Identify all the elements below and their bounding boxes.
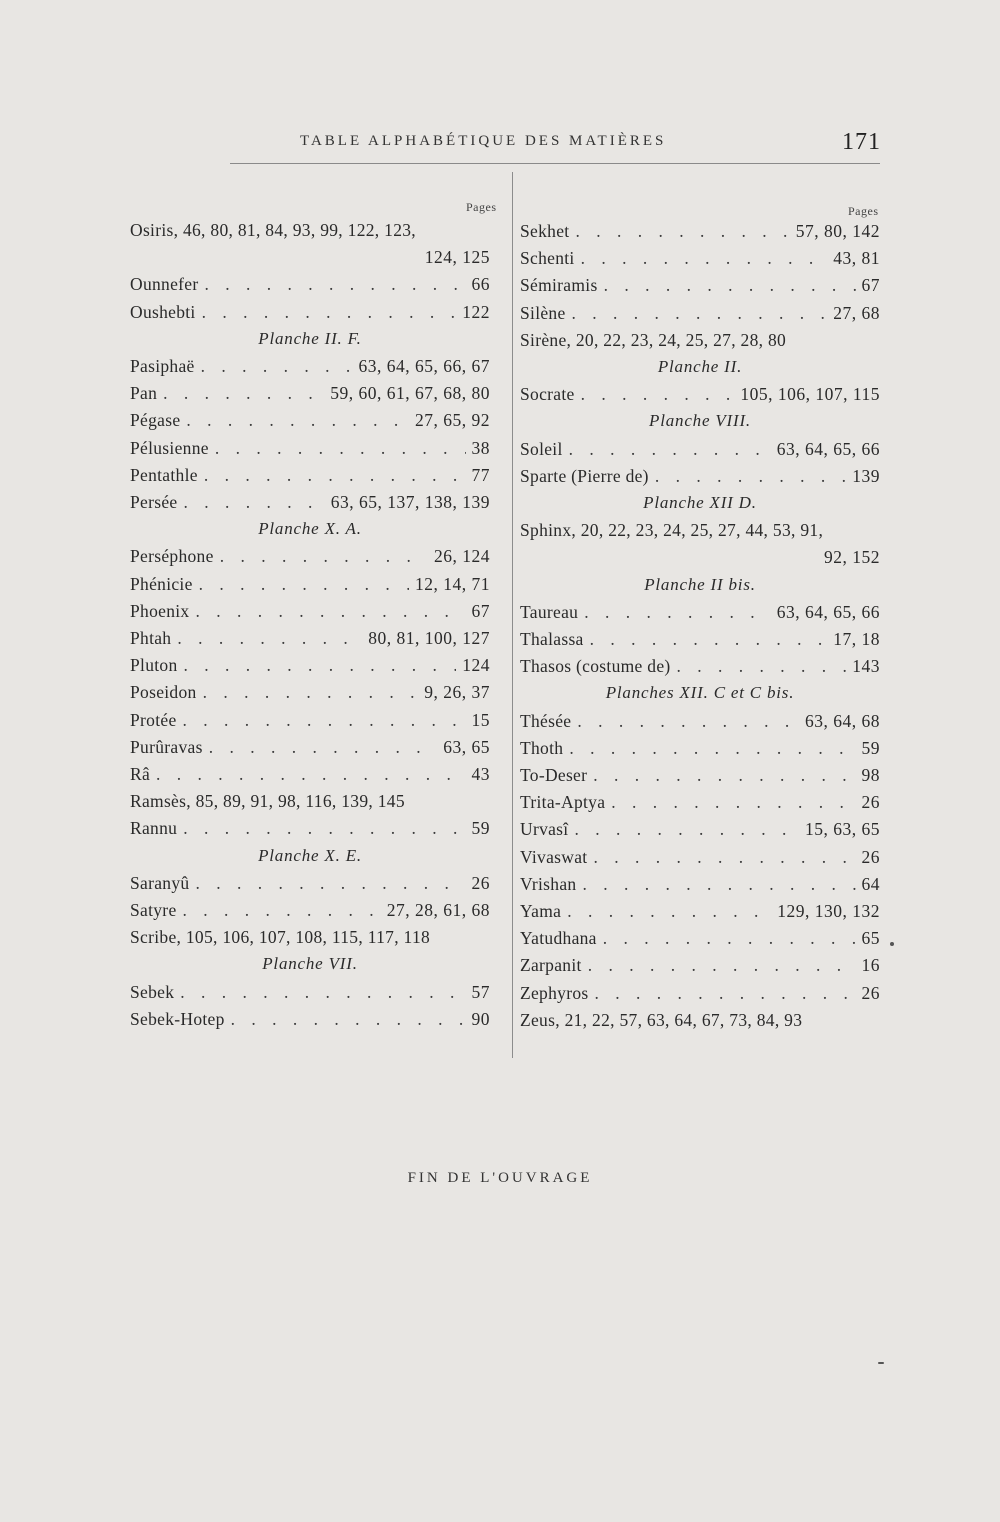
entry-pages: 38 [471, 437, 490, 458]
index-entry [520, 625, 880, 653]
index-entry [520, 870, 880, 898]
entry-term: Soleil [520, 438, 563, 459]
entry-term: Satyre [130, 900, 177, 920]
entry-term: Oushebti [130, 301, 196, 322]
entry-pages: 63, 64, 68 [805, 710, 880, 731]
entry-pages: 67 [861, 275, 880, 296]
entry-term: Scribe, 105, 106, 107, 108, 115, 117, 118 [130, 927, 431, 948]
index-entry [520, 924, 880, 952]
entry-pages: 12, 14, 71 [415, 573, 490, 594]
index-entry [130, 570, 490, 598]
entry-pages: 122 [462, 301, 490, 322]
entry-term: Pégase [130, 410, 181, 431]
entry-pages: 139 [852, 465, 880, 486]
entry-term: Pentathle [130, 464, 198, 485]
entry-pages: 67 [471, 600, 490, 621]
index-entry [520, 380, 880, 408]
index-entry [130, 298, 490, 326]
index-entry [130, 869, 490, 897]
entry-term: Saranyû [130, 872, 190, 893]
dot-leader [209, 733, 438, 761]
dot-leader [183, 896, 381, 924]
dot-leader [183, 488, 324, 516]
dot-leader [180, 978, 465, 1006]
entry-term: Pélusienne [130, 437, 209, 458]
index-entry [130, 733, 490, 761]
entry-term: Phoenix [130, 600, 190, 621]
entry-term: Pasiphaë [130, 356, 195, 376]
index-entry [520, 979, 880, 1007]
entry-pages: 105, 106, 107, 115 [740, 384, 880, 405]
index-entry [130, 379, 490, 407]
entry-pages: 43, 81 [833, 248, 880, 269]
index-entry [130, 352, 490, 380]
entry-pages: 17, 18 [833, 629, 880, 649]
entry-pages: 63, 65 [443, 736, 490, 757]
index-entry [520, 761, 880, 789]
entry-pages: 66 [471, 274, 490, 295]
plate-reference: Planche II. [657, 357, 743, 376]
plate-reference: Planche XII D. [643, 493, 757, 512]
index-entry [520, 217, 880, 245]
dot-leader [582, 870, 855, 898]
entry-pages: 43 [471, 764, 490, 784]
entry-pages: 59 [861, 737, 880, 758]
entry-term: Vrishan [520, 873, 577, 894]
entry-pages: 27, 68 [833, 302, 880, 323]
index-entry [130, 624, 490, 652]
index-entry [520, 652, 880, 680]
entry-pages: 98 [861, 765, 880, 785]
index-entry [130, 651, 490, 679]
dot-leader [577, 707, 799, 735]
dot-leader [204, 270, 465, 298]
entry-pages: 63, 65, 137, 138, 139 [330, 492, 490, 512]
index-entry [130, 406, 490, 434]
entry-term: Vivaswat [520, 846, 588, 867]
index-entry [520, 707, 880, 735]
entry-pages: 16 [861, 955, 880, 976]
entry-term: Socrate [520, 384, 575, 405]
plate-reference: Planche X. A. [258, 519, 362, 539]
plate-reference: Planche II bis. [644, 574, 756, 594]
entry-pages: 63, 64, 65, 66 [776, 601, 880, 622]
entry-pages: 9, 26, 37 [424, 682, 490, 703]
dot-leader [581, 244, 828, 272]
column-divider [512, 172, 513, 1058]
dot-leader [593, 843, 855, 871]
entry-pages: 26 [861, 846, 880, 867]
dot-leader [655, 462, 846, 490]
entry-term: Urvasî [520, 819, 569, 840]
dot-leader [603, 924, 856, 952]
entry-term: Thésée [520, 710, 572, 731]
entry-term: Sparte (Pierre de) [520, 465, 649, 486]
entry-term: Perséphone [130, 546, 214, 567]
entry-pages: 65 [861, 928, 880, 949]
plate-reference: Planche VII. [262, 954, 358, 974]
entry-term: Phénicie [130, 573, 193, 594]
dot-leader [584, 598, 771, 626]
dot-leader [184, 651, 457, 679]
entry-term: Taureau [520, 601, 579, 622]
index-entry [520, 516, 880, 544]
index-entry [520, 435, 880, 463]
index-entry [130, 597, 490, 625]
index-entry [520, 897, 880, 925]
entry-term: Rannu [130, 818, 178, 839]
dot-leader [581, 380, 735, 408]
entry-term: Trita-Aptya [520, 792, 606, 813]
dot-leader [204, 461, 466, 489]
index-entry [130, 760, 490, 788]
entry-term: Zeus, 21, 22, 57, 63, 64, 67, 73, 84, 93 [520, 1009, 803, 1030]
entry-term: Sekhet [520, 221, 570, 241]
entry-term: Zephyros [520, 982, 589, 1003]
entry-term: Sebek [130, 981, 175, 1002]
running-title: TABLE ALPHABÉTIQUE DES MATIÈRES [300, 133, 667, 149]
entry-term: Zarpanit [520, 955, 582, 976]
entry-term: Sphinx, 20, 22, 23, 24, 25, 27, 44, 53, 91, [520, 520, 824, 541]
entry-pages: 63, 64, 65, 66 [776, 438, 880, 459]
dot-leader [569, 435, 771, 463]
entry-term: Protée [130, 709, 177, 730]
entry-term: Ounnefer [130, 274, 199, 295]
paper-speck [878, 1362, 884, 1364]
dot-leader [203, 678, 419, 706]
entry-term: Persée [130, 492, 178, 512]
entry-pages: 27, 28, 61, 68 [386, 900, 490, 920]
dot-leader [220, 542, 428, 570]
index-entry [130, 787, 490, 815]
dot-leader [201, 352, 353, 380]
dot-leader [186, 406, 409, 434]
header-rule [230, 163, 880, 164]
entry-term: Thasos (costume de) [520, 656, 671, 677]
dot-leader [575, 217, 789, 245]
entry-term: Pluton [130, 655, 178, 676]
dot-leader [199, 570, 409, 598]
entry-term: Osiris, 46, 80, 81, 84, 93, 99, 122, 123, [130, 220, 416, 240]
entry-term: To-Deser [520, 765, 588, 785]
index-entry [130, 814, 490, 842]
index-entry [130, 461, 490, 489]
entry-pages: 26 [861, 982, 880, 1003]
entry-pages: 15 [471, 709, 490, 730]
entry-pages: 26, 124 [434, 546, 490, 567]
entry-pages: 63, 64, 65, 66, 67 [358, 356, 490, 376]
entry-term: Pan [130, 383, 158, 404]
entry-pages: 143 [852, 656, 880, 677]
dot-leader [183, 706, 466, 734]
entry-term: Schenti [520, 248, 575, 269]
index-entry [130, 1005, 490, 1033]
entry-term: Sémiramis [520, 275, 598, 296]
paper-speck [890, 942, 894, 946]
entry-pages: 26 [471, 872, 490, 893]
plate-reference: Planches XII. C et C bis. [605, 683, 795, 703]
entry-pages: 59, 60, 61, 67, 68, 80 [330, 383, 490, 404]
entry-pages: 59 [471, 818, 490, 839]
index-entry [520, 734, 880, 762]
dot-leader [593, 761, 855, 789]
entry-term: Yatudhana [520, 928, 597, 949]
entry-pages: 80, 81, 100, 127 [368, 628, 490, 648]
index-entry [520, 598, 880, 626]
entry-term: Yama [520, 901, 562, 921]
index-entry [130, 678, 490, 706]
end-of-work-label: FIN DE L'OUVRAGE [407, 1170, 593, 1186]
dot-leader [215, 434, 466, 462]
entry-pages: 64 [861, 873, 880, 894]
dot-leader [567, 897, 771, 925]
index-entry [520, 299, 880, 327]
index-entry [520, 843, 880, 871]
entry-pages: 129, 130, 132 [777, 901, 880, 921]
plate-reference: Planche VIII. [649, 411, 751, 431]
entry-term: Sirène, 20, 22, 23, 24, 25, 27, 28, 80 [520, 329, 787, 350]
entry-pages: 27, 65, 92 [415, 410, 490, 431]
dot-leader [677, 652, 847, 680]
entry-continuation: 92, 152 [824, 547, 880, 568]
pages-label: Pages [848, 204, 879, 218]
entry-pages: 57 [471, 981, 490, 1002]
entry-pages: 15, 63, 65 [805, 819, 880, 840]
dot-leader [574, 815, 799, 843]
index-entry [130, 488, 490, 516]
dot-leader [202, 298, 457, 326]
index-entry [520, 1006, 880, 1034]
index-entry [130, 216, 490, 244]
dot-leader [177, 624, 362, 652]
index-entry [130, 923, 490, 951]
index-entry [520, 951, 880, 979]
entry-term: Sebek-Hotep [130, 1008, 225, 1029]
index-entry [130, 434, 490, 462]
dot-leader [590, 625, 828, 653]
dot-leader [163, 379, 324, 407]
entry-term: Thoth [520, 737, 564, 758]
plate-reference: Planche X. E. [258, 845, 362, 865]
index-entry [520, 271, 880, 299]
entry-term: Purûravas [130, 736, 203, 757]
index-entry [520, 244, 880, 272]
entry-term: Ramsès, 85, 89, 91, 98, 116, 139, 145 [130, 791, 405, 812]
index-entry [130, 706, 490, 734]
index-entry [130, 270, 490, 298]
entry-pages: 77 [471, 464, 490, 485]
entry-pages: 26 [861, 792, 880, 813]
dot-leader [572, 299, 828, 327]
dot-leader [595, 979, 856, 1007]
entry-continuation: 124, 125 [424, 247, 490, 268]
index-entry [130, 542, 490, 570]
index-entry [130, 978, 490, 1006]
index-entry [130, 896, 490, 924]
dot-leader [195, 869, 465, 897]
entry-term: Phtah [130, 628, 172, 648]
entry-pages: 124 [462, 655, 490, 676]
dot-leader [611, 788, 855, 816]
entry-term: Silène [520, 302, 566, 323]
page-number: 171 [842, 129, 881, 155]
index-entry [520, 462, 880, 490]
entry-pages: 57, 80, 142 [795, 221, 880, 241]
dot-leader [156, 760, 465, 788]
dot-leader [569, 734, 855, 762]
entry-pages: 90 [471, 1008, 490, 1029]
index-entry [520, 788, 880, 816]
index-entry [520, 326, 880, 354]
plate-reference: Planche II. F. [258, 328, 362, 348]
dot-leader [604, 271, 856, 299]
index-entry [520, 815, 880, 843]
entry-term: Thalassa [520, 629, 584, 649]
dot-leader [588, 951, 856, 979]
entry-term: Râ [130, 764, 151, 784]
dot-leader [195, 597, 465, 625]
entry-term: Poseidon [130, 682, 197, 703]
dot-leader [231, 1005, 466, 1033]
dot-leader [183, 814, 465, 842]
pages-label: Pages [466, 200, 497, 214]
